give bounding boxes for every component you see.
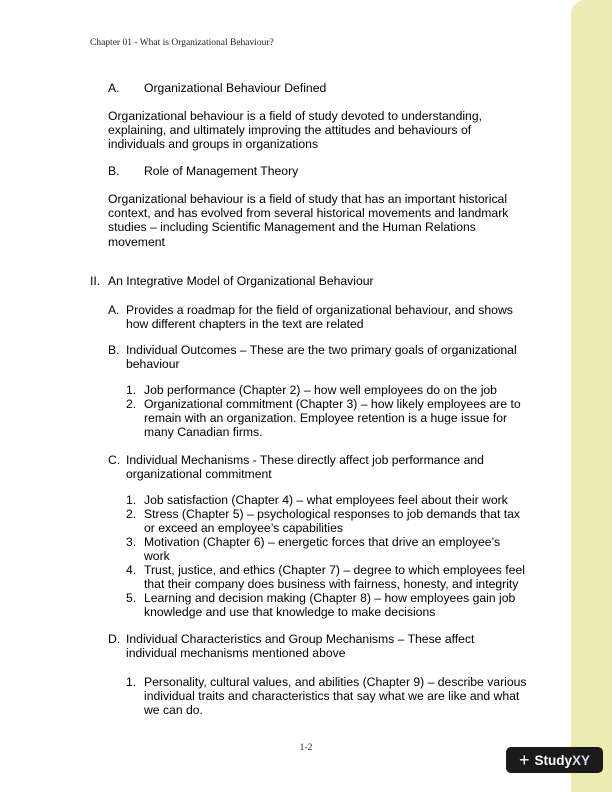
ii-c-item-1-text (144, 493, 508, 507)
ii-a-label: A. (108, 303, 120, 317)
paragraph-line: Individual Mechanisms - These directly affect job performance and (126, 453, 484, 467)
paragraph-line: individuals and groups in organizations (108, 137, 319, 152)
ii-c-item-3-text (144, 535, 500, 563)
paragraph-line: how different chapters in the text are related (126, 317, 364, 332)
paragraph-line: movement (108, 234, 165, 249)
ii-c-label: C. (108, 453, 121, 467)
list-item-line: individual traits and characteristics that say what we are like and what (144, 689, 520, 704)
paragraph-line: Individual Characteristics and Group Mechanisms – These affect (126, 632, 475, 646)
list-item-line: or exceed an employee’s capabilities (144, 521, 343, 536)
ii-c-item-2-text (144, 507, 520, 535)
brand-name-accent: XY (572, 752, 591, 768)
ii-b-text (126, 343, 517, 371)
paragraph-line: Organizational behaviour is a field of study that has an important historical (108, 192, 508, 206)
ii-c-text (126, 453, 484, 481)
ii-c-item-5-text (144, 591, 515, 619)
list-item-line: Motivation (Chapter 6) – energetic forces that drive an employee’s (144, 535, 501, 549)
ii-c-item-1-num: 1. (126, 493, 137, 507)
list-item-line: Job performance (Chapter 2) – how well employees do on the job (144, 383, 497, 397)
paragraph-line: context, and has evolved from several historical movements and landmark (108, 206, 509, 221)
list-item-line: Learning and decision making (Chapter 8) – how employees gain job (144, 591, 516, 605)
running-header: Chapter 01 - What is Organizational Behaviour? (90, 38, 274, 48)
section-a-title: Organizational Behaviour Defined (144, 81, 327, 95)
list-item-line: many Canadian firms. (144, 425, 263, 440)
list-item-line: Organizational commitment (Chapter 3) – how likely employees are to (144, 397, 521, 411)
section-ii-label: II. (90, 274, 101, 288)
list-item-line: knowledge and use that knowledge to make decisions (144, 605, 436, 620)
paragraph-line: Organizational behaviour is a field of study devoted to understanding, (108, 109, 482, 123)
ii-c-item-4-text (144, 563, 525, 591)
list-item-line: Stress (Chapter 5) – psychological responses to job demands that tax (144, 507, 520, 521)
plus-icon: + (518, 750, 530, 770)
list-item-line: we can do. (144, 703, 203, 718)
ii-a-text (126, 303, 513, 331)
paragraph-line: Provides a roadmap for the field of organizational behaviour, and shows (126, 303, 513, 317)
list-item-line: Personality, cultural values, and abilities (Chapter 9) – describe various (144, 675, 527, 689)
brand-name-main: Study (534, 752, 572, 768)
ii-b-item-1-num: 1. (126, 383, 137, 397)
paragraph-line: organizational commitment (126, 467, 272, 482)
studyxy-logo[interactable] (506, 747, 603, 773)
ii-b-item-1-text (144, 383, 497, 397)
ii-d-text (126, 632, 474, 660)
ii-c-item-3-num: 3. (126, 535, 137, 549)
section-b-label: B. (108, 164, 120, 178)
paragraph-line: studies – including Scientific Management and the Human Relations (108, 220, 476, 235)
section-b-title: Role of Management Theory (144, 164, 299, 178)
list-item-line: work (144, 549, 170, 564)
ii-c-item-2-num: 2. (126, 507, 137, 521)
section-b-paragraph (108, 192, 508, 249)
ii-b-item-2-text (144, 397, 521, 440)
list-item-line: remain with an organization. Employee retention is a huge issue for (144, 411, 508, 426)
page-number: 1-2 (299, 743, 313, 753)
list-item-line: Job satisfaction (Chapter 4) – what employees feel about their work (144, 493, 508, 507)
ii-b-item-2-num: 2. (126, 397, 137, 411)
paragraph-line: explaining, and ultimately improving the attitudes and behaviours of (108, 123, 472, 138)
ii-b-label: B. (108, 343, 120, 357)
paragraph-line: individual mechanisms mentioned above (126, 646, 346, 661)
section-a-paragraph (108, 109, 482, 152)
section-a-label: A. (108, 81, 120, 95)
section-ii-title: An Integrative Model of Organizational Behaviour (108, 274, 374, 288)
paragraph-line: Individual Outcomes – These are the two primary goals of organizational (126, 343, 517, 357)
ii-d-item-1-num: 1. (126, 675, 137, 689)
paragraph-line: behaviour (126, 357, 180, 372)
ii-d-label: D. (108, 632, 121, 646)
ii-c-item-4-num: 4. (126, 563, 137, 577)
list-item-line: Trust, justice, and ethics (Chapter 7) – degree to which employees feel (144, 563, 525, 577)
sidebar-panel (571, 0, 612, 792)
ii-d-item-1-text (144, 675, 527, 718)
list-item-line: that their company does business with fairness, honesty, and integrity (144, 577, 519, 592)
ii-c-item-5-num: 5. (126, 591, 137, 605)
